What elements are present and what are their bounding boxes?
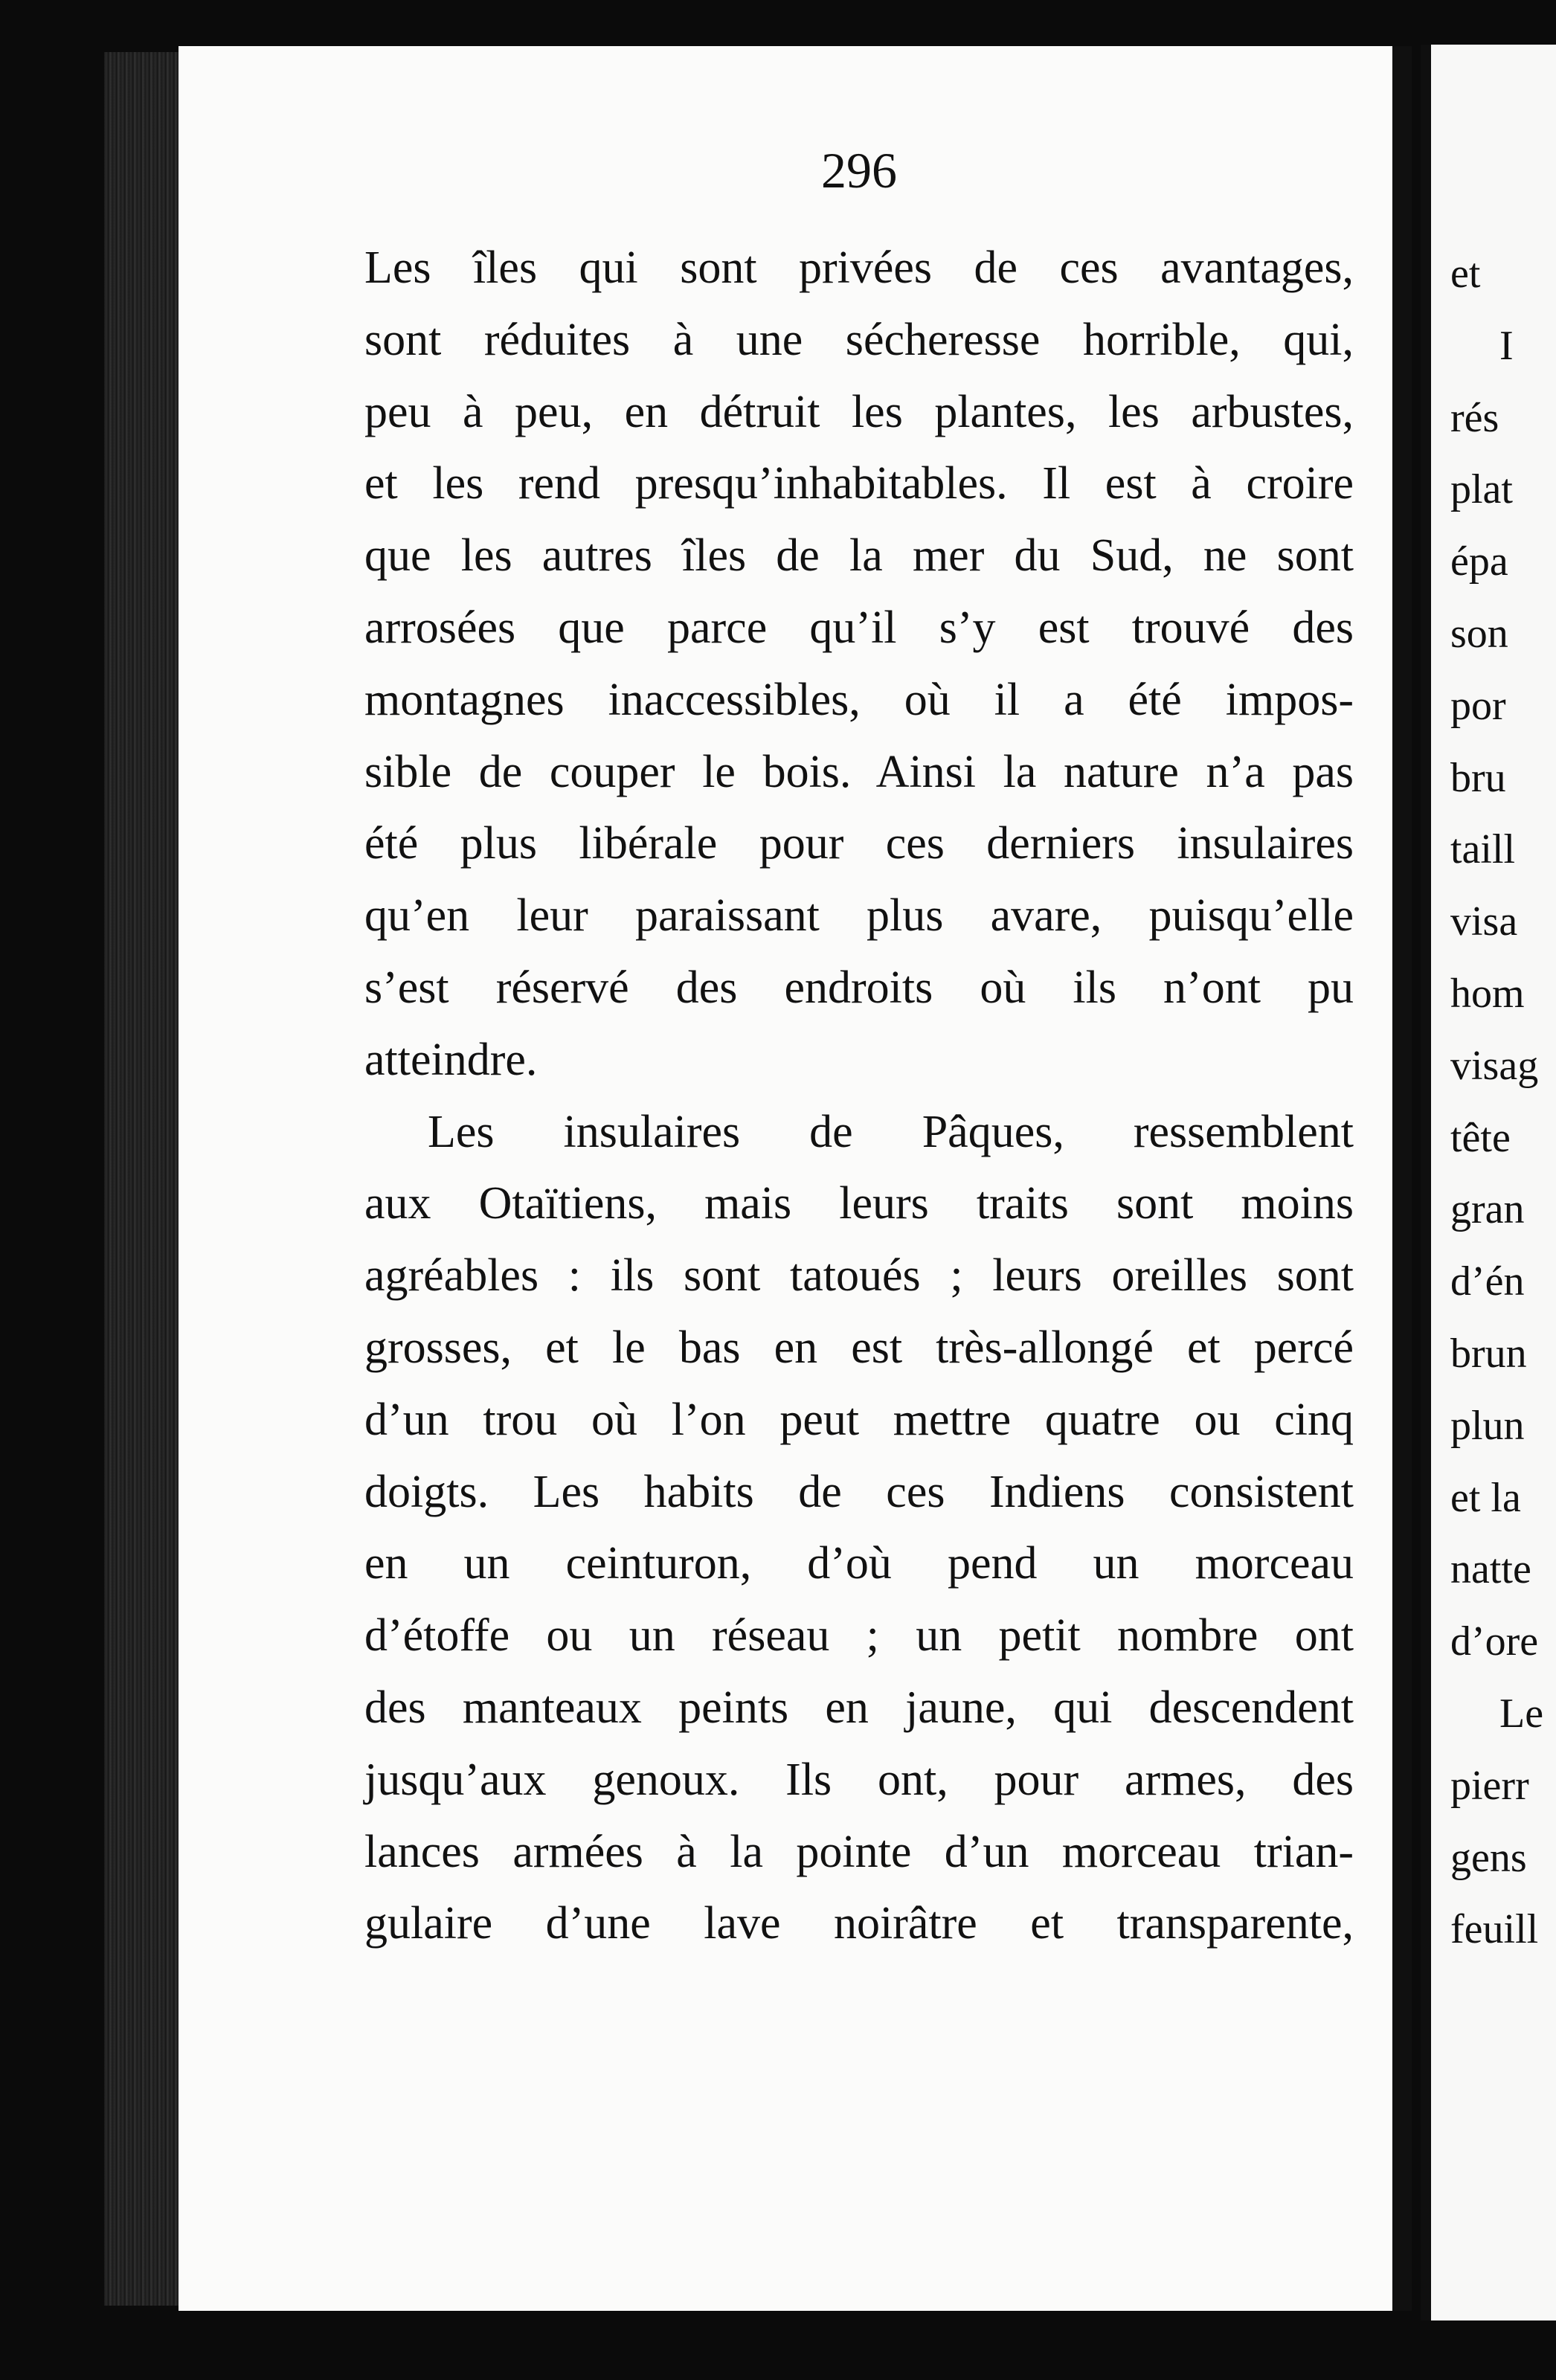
fragment-line: bru <box>1450 754 1506 801</box>
fragment-line: d’én <box>1450 1258 1525 1305</box>
fragment-line: tête <box>1450 1114 1511 1161</box>
fragment-line: et la <box>1450 1474 1521 1521</box>
fragment-line: por <box>1450 682 1506 729</box>
body-text <box>364 232 1354 1960</box>
text-line: d’étoffe ou un réseau ; un petit nombre ont <box>364 1610 1354 1662</box>
fragment-line: Le <box>1499 1690 1544 1737</box>
text-line: atteindre. <box>364 1034 538 1085</box>
fragment-line: son <box>1450 610 1508 657</box>
text-line: que les autres îles de la mer du Sud, ne sont <box>364 530 1354 582</box>
text-line: aux Otaïtiens, mais leurs traits sont moins <box>364 1178 1354 1229</box>
text-line: montagnes inaccessibles, où il a été impos- <box>364 674 1354 725</box>
fragment-line: rés <box>1450 394 1499 441</box>
fragment-line: natte <box>1450 1546 1531 1593</box>
text-line: Les insulaires de Pâques, ressemblent <box>428 1106 1354 1157</box>
fragment-line: feuill <box>1450 1906 1539 1953</box>
text-line: sont réduites à une sécheresse horrible, qui, <box>364 314 1354 365</box>
fragment-line: hom <box>1450 970 1525 1017</box>
text-line: peu à peu, en détruit les plantes, les arbustes, <box>364 386 1354 437</box>
fragment-line: visa <box>1450 898 1518 945</box>
text-line: d’un trou où l’on peut mettre quatre ou cinq <box>364 1394 1354 1445</box>
fragment-line: et <box>1450 251 1481 297</box>
text-line: en un ceinturon, d’où pend un morceau <box>364 1538 1354 1589</box>
fragment-line: plun <box>1450 1402 1525 1449</box>
text-line: agréables : ils sont tatoués ; leurs oreilles sont <box>364 1250 1354 1302</box>
text-line: et les rend presqu’inhabitables. Il est à croire <box>364 458 1354 509</box>
text-line: lances armées à la pointe d’un morceau trian- <box>364 1826 1354 1877</box>
fragment-line: brun <box>1450 1330 1527 1377</box>
text-line: sible de couper le bois. Ainsi la nature n’a pas <box>364 746 1354 797</box>
page-number: 296 <box>821 142 897 199</box>
text-line: arrosées que parce qu’il s’y est trouvé des <box>364 602 1354 653</box>
text-line: grosses, et le bas en est très-allongé et percé <box>364 1322 1354 1373</box>
fragment-line: gens <box>1450 1834 1527 1881</box>
fragment-line: gran <box>1450 1186 1525 1233</box>
text-line: qu’en leur paraissant plus avare, puisqu’elle <box>364 890 1354 942</box>
fragment-line: taill <box>1450 826 1516 873</box>
right-page-text <box>1450 238 1543 1966</box>
text-line: doigts. Les habits de ces Indiens consistent <box>364 1466 1354 1517</box>
fragment-line: d’ore <box>1450 1618 1539 1665</box>
fragment-line: épa <box>1450 538 1508 585</box>
text-line: gulaire d’une lave noirâtre et transparente, <box>364 1898 1354 1949</box>
text-line: jusqu’aux genoux. Ils ont, pour armes, des <box>364 1754 1354 1805</box>
text-line: été plus libérale pour ces derniers insulaires <box>364 818 1354 869</box>
fragment-line: visag <box>1450 1042 1539 1089</box>
text-line: des manteaux peints en jaune, qui descendent <box>364 1682 1354 1733</box>
fragment-line: plat <box>1450 466 1513 513</box>
text-line: s’est réservé des endroits où ils n’ont pu <box>364 962 1354 1013</box>
fragment-line: I <box>1499 322 1514 369</box>
text-line: Les îles qui sont privées de ces avantages, <box>364 242 1354 293</box>
fragment-line: pierr <box>1450 1762 1529 1809</box>
